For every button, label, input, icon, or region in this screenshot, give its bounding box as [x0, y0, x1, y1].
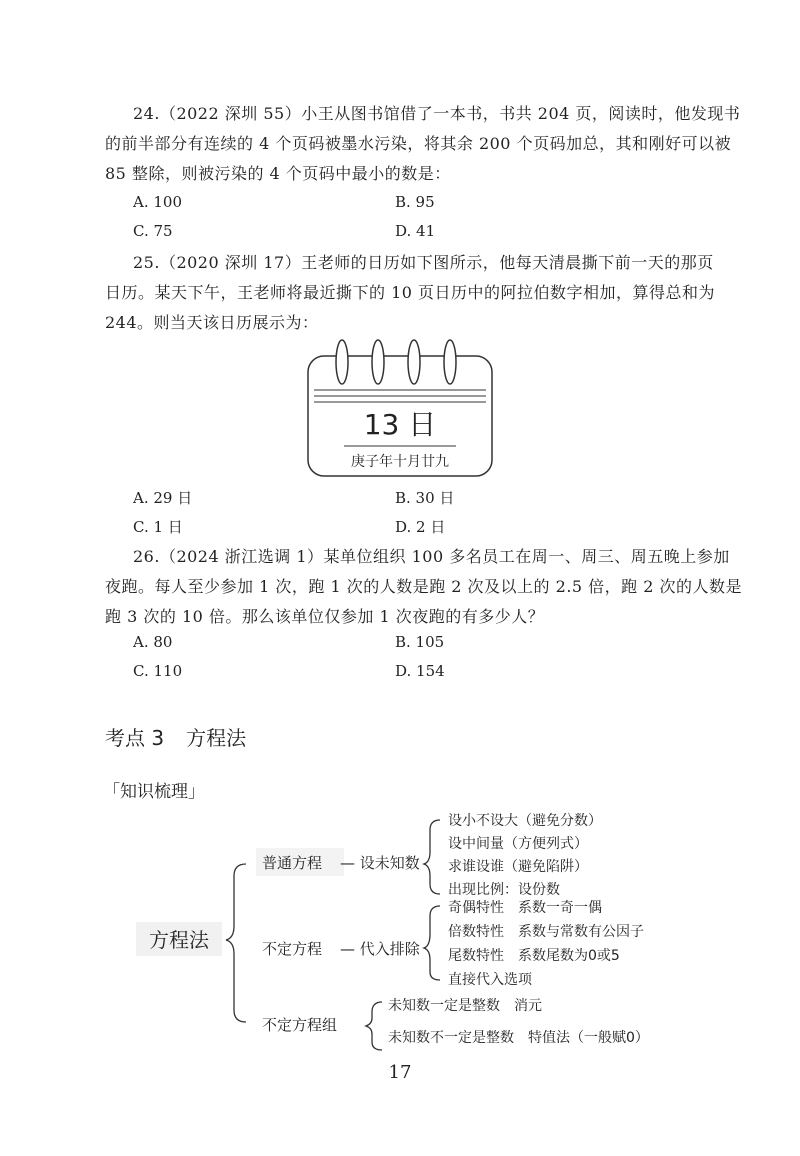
q25-option-b: B. 30 日 [395, 489, 455, 507]
branch-1-item: 求谁设谁（避免陷阱） [448, 859, 588, 875]
branch-2-label: 不定方程 [262, 940, 323, 958]
branch-3-item: 未知数不一定是整数 特值法（一般赋0） [388, 1030, 649, 1046]
branch-1-item: 设小不设大（避免分数） [448, 813, 602, 829]
calendar-figure [300, 336, 500, 482]
method-mindmap [0, 800, 800, 1060]
q25-option-a: A. 29 日 [133, 489, 193, 507]
q25-line-2: 日历。某天下午，王老师将最近撕下的 10 页日历中的阿拉伯数字相加，算得总和为 [105, 283, 716, 302]
q24-option-a: A. 100 [133, 193, 182, 211]
calendar-lunar-date: 庚子年十月廿九 [351, 454, 449, 470]
q26-line-3: 跑 3 次的 10 倍。那么该单位仅参加 1 次夜跑的有多少人？ [105, 607, 545, 626]
q24-option-b: B. 95 [395, 193, 435, 211]
branch-3-label: 不定方程组 [262, 1016, 338, 1034]
branch-1-connector: — 设未知数 [340, 854, 420, 872]
calendar-date: 13 日 [363, 408, 437, 441]
branch-2-item: 奇偶特性 系数一奇一偶 [448, 900, 602, 916]
section-label: 考点 3 [105, 726, 165, 750]
q24-option-d: D. 41 [395, 222, 436, 240]
mindmap-root: 方程法 [149, 928, 209, 952]
q24-option-c: C. 75 [133, 222, 173, 240]
branch-2-item: 尾数特性 系数尾数为0或5 [448, 948, 620, 964]
q26-option-b: B. 105 [395, 633, 445, 651]
branch-1-item: 设中间量（方便列式） [448, 836, 588, 852]
branch-1-label: 普通方程 [262, 854, 323, 872]
q26-option-d: D. 154 [395, 662, 445, 680]
knowledge-summary-heading: 「知识梳理」 [103, 782, 205, 802]
q25-option-c: C. 1 日 [133, 518, 183, 536]
q24-line-2: 的前半部分有连续的 4 个页码被墨水污染，将其余 200 个页码加总，其和刚好可以被 [105, 134, 732, 153]
q25-line-3: 244。则当天该日历展示为： [105, 313, 319, 332]
branch-2-connector: — 代入排除 [340, 940, 420, 958]
branch-3-item: 未知数一定是整数 消元 [388, 998, 542, 1014]
q26-option-c: C. 110 [133, 662, 183, 680]
branch-2-item: 倍数特性 系数与常数有公因子 [448, 924, 644, 940]
section-title [105, 722, 268, 751]
q24-line-1: 24.（2022 深圳 55）小王从图书馆借了一本书，书共 204 页，阅读时，他发现书 [133, 104, 741, 123]
page-number: 17 [388, 1062, 412, 1083]
q26-option-a: A. 80 [133, 633, 173, 651]
q26-line-2: 夜跑。每人至少参加 1 次，跑 1 次的人数是跑 2 次及以上的 2.5 倍，跑 2 次的人数是 [105, 577, 743, 596]
q24-line-3: 85 整除，则被污染的 4 个页码中最小的数是： [105, 164, 451, 183]
q26-line-1: 26.（2024 浙江选调 1）某单位组织 100 多名员工在周一、周三、周五晚上参加 [133, 547, 730, 566]
section-name: 方程法 [186, 726, 247, 750]
q25-line-1: 25.（2020 深圳 17）王老师的日历如下图所示，他每天清晨撕下前一天的那页 [133, 253, 714, 272]
branch-2-item: 直接代入选项 [448, 972, 532, 988]
q25-option-d: D. 2 日 [395, 518, 446, 536]
branch-1-item: 出现比例：设份数 [448, 882, 560, 898]
